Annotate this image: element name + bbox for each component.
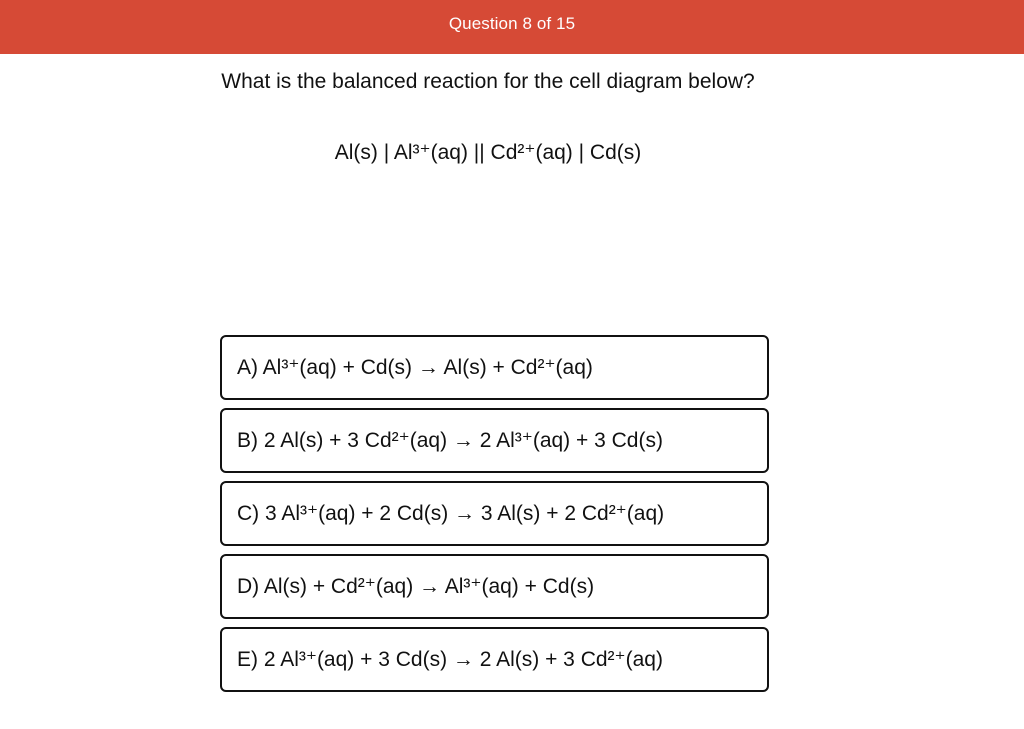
answer-option-a[interactable]: [220, 335, 769, 400]
answer-option-c[interactable]: [220, 481, 769, 546]
answer-option-b[interactable]: [220, 408, 769, 473]
question-prompt: What is the balanced reaction for the cell diagram below?: [221, 70, 755, 93]
answer-option-e[interactable]: [220, 627, 769, 692]
answer-options: [220, 335, 769, 700]
answer-option-label: B) 2 Al(s) + 3 Cd²⁺(aq) → 2 Al³⁺(aq) + 3 Cd(s): [237, 429, 663, 452]
answer-option-label: A) Al³⁺(aq) + Cd(s) → Al(s) + Cd²⁺(aq): [237, 356, 593, 379]
question-progress-label: Question 8 of 15: [448, 14, 576, 33]
quiz-header-bar: [0, 0, 1024, 54]
cell-diagram: Al(s) | Al³⁺(aq) || Cd²⁺(aq) | Cd(s): [334, 141, 642, 164]
answer-option-label: E) 2 Al³⁺(aq) + 3 Cd(s) → 2 Al(s) + 3 Cd²⁺(aq): [237, 648, 663, 671]
answer-option-label: D) Al(s) + Cd²⁺(aq) → Al³⁺(aq) + Cd(s): [237, 575, 595, 598]
answer-option-label: C) 3 Al³⁺(aq) + 2 Cd(s) → 3 Al(s) + 2 Cd²⁺(aq): [237, 502, 665, 525]
answer-option-d[interactable]: [220, 554, 769, 619]
